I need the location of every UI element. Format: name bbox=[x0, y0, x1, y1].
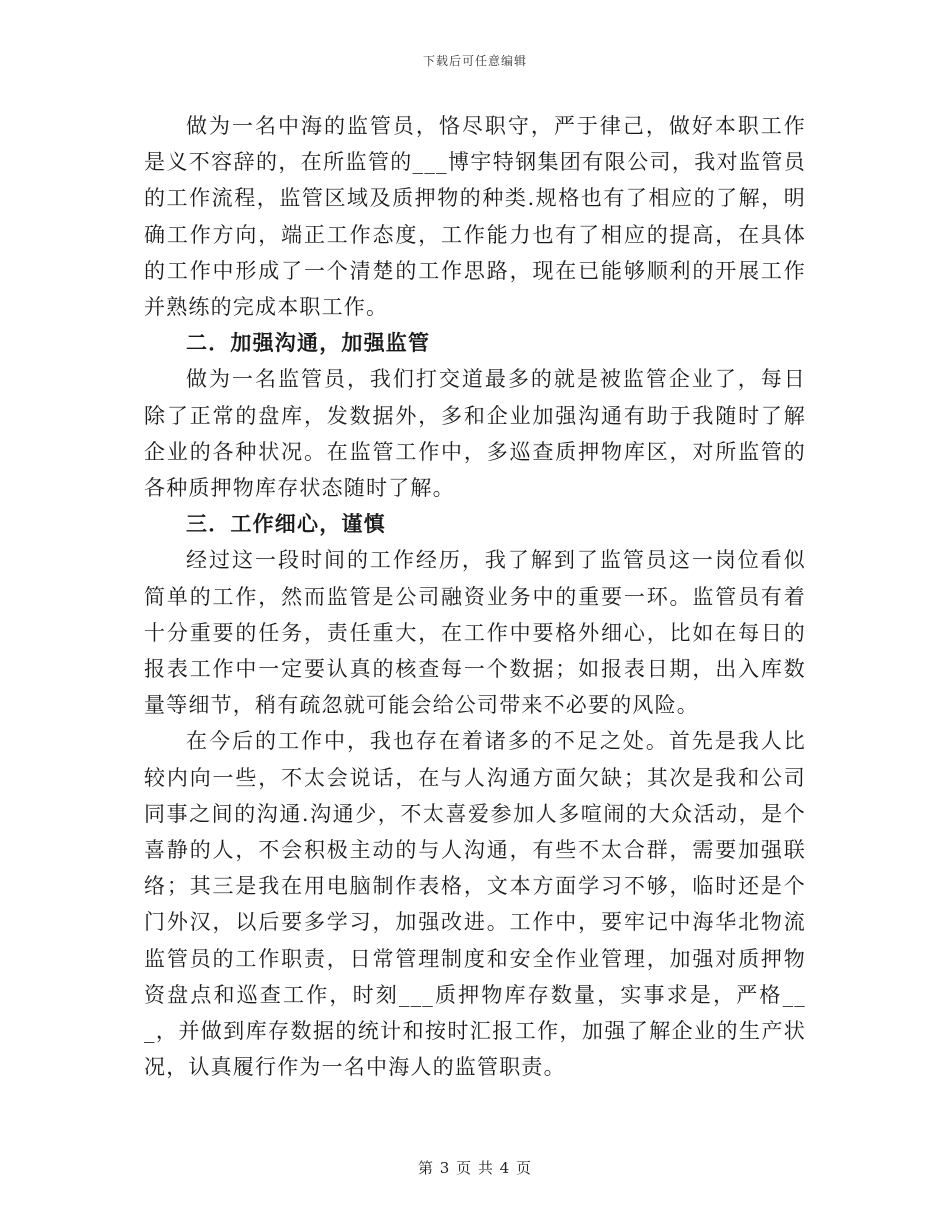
paragraph-carefulness: 经过这一段时间的工作经历，我了解到了监管员这一岗位看似简单的工作，然而监管是公司融资业务中的重要一环。监管员有着十分重要的任务，责任重大，在工作中要格外细心，比如在每日的报表工作中一定要认真的核查每一个数据；如报表日期，出入库数量等细节，稍有疏忽就可能会给公司带来不必要的风险。 bbox=[144, 548, 806, 718]
paragraph-intro: 做为一名中海的监管员，恪尽职守，严于律己，做好本职工作是义不容辞的，在所监管的___博宇特钢集团有限公司，我对监管员的工作流程，监管区域及质押物的种类.规格也有了相应的了解，明确工作方向，端正工作态度，工作能力也有了相应的提高，在具体的工作中形成了一个清楚的工作思路，现在已能够顺利的开展工作并熟练的完成本职工作。 bbox=[144, 114, 806, 320]
section-heading-carefulness: 三．工作细心，谨慎 bbox=[186, 512, 386, 537]
document-body bbox=[144, 108, 806, 1085]
page-header-note: 下载后可任意编辑 bbox=[422, 54, 527, 68]
paragraph-shortcomings: 在今后的工作中，我也存在着诸多的不足之处。首先是我人比较内向一些，不太会说话，在与人沟通方面欠缺；其次是我和公司同事之间的沟通.沟通少，不太喜爱参加人多喧闹的大众活动，是个喜静的人，不会积极主动的与人沟通，有些不太合群，需要加强联络；其三是我在用电脑制作表格，文本方面学习不够，临时还是个门外汉，以后要多学习，加强改进。工作中，要牢记中海华北物流监管员的工作职责，日常管理制度和安全作业管理，加强对质押物资盘点和巡查工作，时刻___质押物库存数量，实事求是，严格___，并做到库存数据的统计和按时汇报工作，加强了解企业的生产状况，认真履行作为一名中海人的监管职责。 bbox=[144, 729, 806, 1080]
paragraph-communication: 做为一名监管员，我们打交道最多的就是被监管企业了，每日除了正常的盘库，发数据外，多和企业加强沟通有助于我随时了解企业的各种状况。在监管工作中，多巡查质押物库区，对所监管的各种质押物库存状态随时了解。 bbox=[144, 367, 806, 501]
section-heading-communication: 二．加强沟通，加强监管 bbox=[186, 331, 431, 356]
page-number: 第 3 页 共 4 页 bbox=[418, 1159, 532, 1177]
